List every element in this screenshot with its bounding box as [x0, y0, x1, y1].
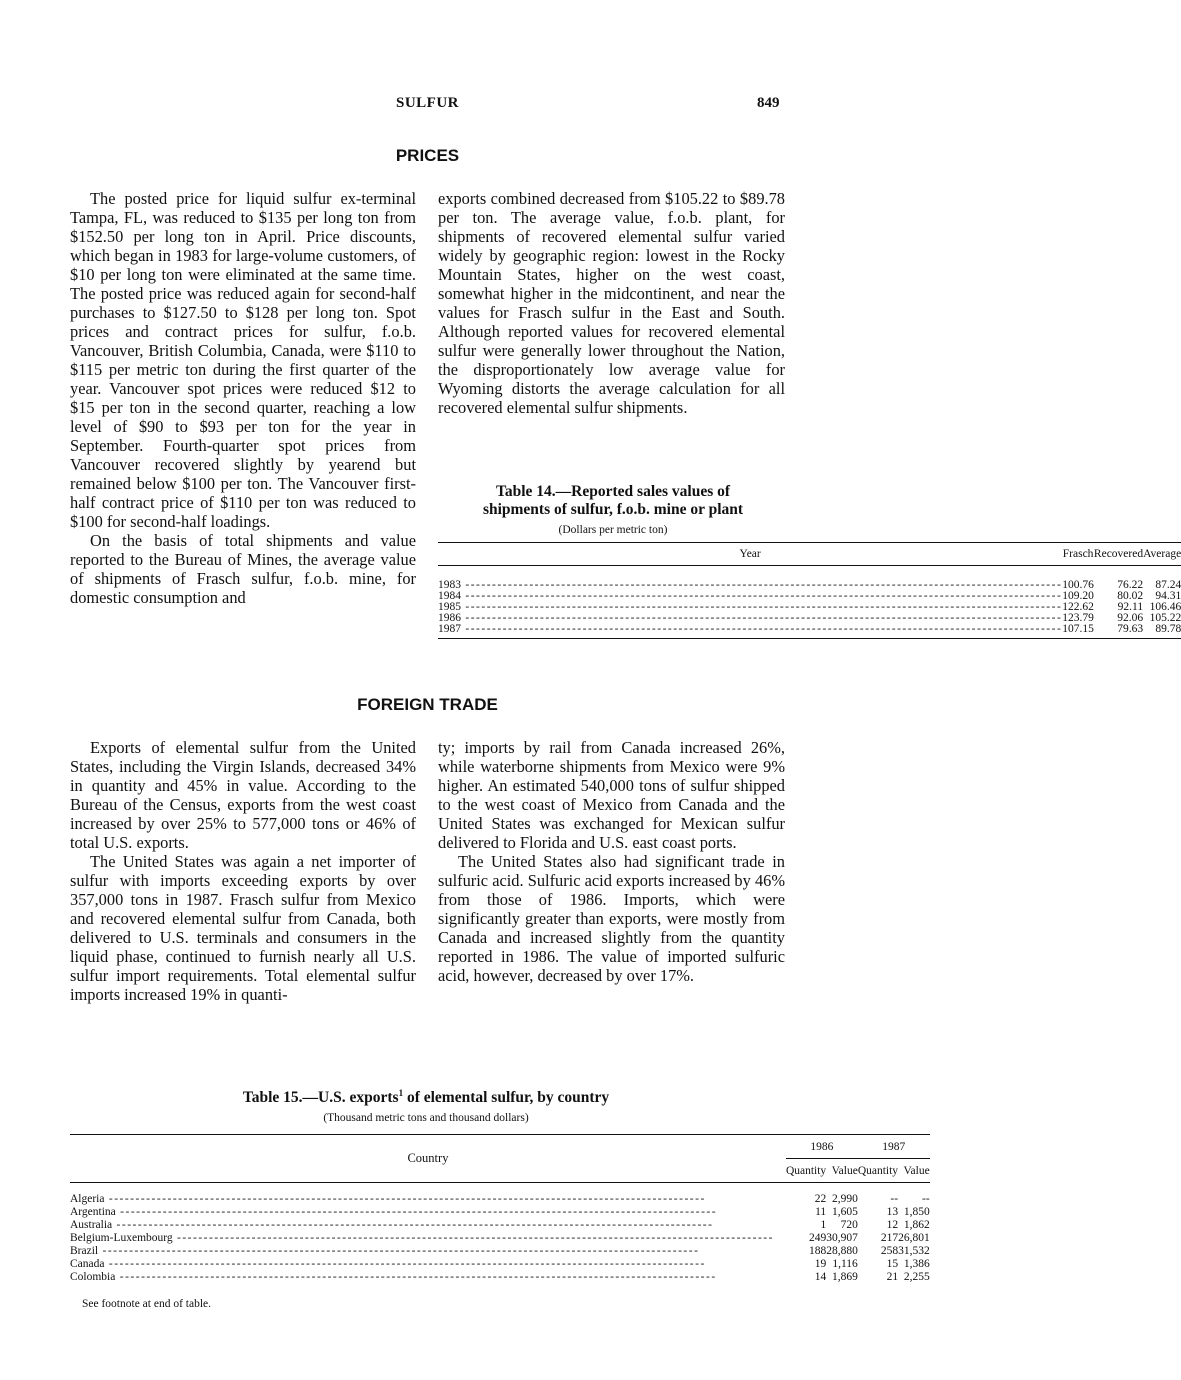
table-14-subtitle: (Dollars per metric ton) — [558, 524, 668, 536]
table-14-title-line-2: shipments of sulfur, f.o.b. mine or plant — [482, 501, 744, 518]
table-15-value-1987-cell: 1,862 — [903, 1218, 930, 1231]
table-15-quantity-1987-cell: 13 — [886, 1205, 899, 1218]
prices-right-column — [438, 189, 785, 417]
table-15-value-1987-cell: 26,801 — [898, 1231, 930, 1244]
section-heading-foreign-trade: FOREIGN TRADE — [357, 695, 498, 714]
foreign-trade-right-column — [438, 738, 785, 985]
table-14-frasch-cell: 122.62 — [1062, 600, 1094, 613]
table-15-value-1987-cell: 1,386 — [903, 1257, 930, 1270]
table-14-average-cell: 94.31 — [1155, 589, 1181, 602]
table-15-country-cell: Algeria ----- — [70, 1193, 786, 1206]
table-15-quantity-1987-cell: 217 — [880, 1231, 899, 1244]
running-header-title: SULFUR — [395, 95, 459, 111]
table-row — [438, 602, 1181, 613]
prices-left-column — [70, 189, 416, 607]
table-14-frasch-cell: 107.15 — [1062, 622, 1094, 635]
prices-paragraph-3: exports combined decreased from $105.22 to $89.78 per ton. The average value, f.o.b. plant, for shipments of recovered elemental sulfur varied widely by geographic region: lowest in the Rocky Mountain States, higher on the west coast, somewhat higher in the midcontinent, and near the values for Frasch sulfur in the East and South. Although reported values for recovered elemental sulfur were generally lower throughout the Nation, the disproportionately low average value for Wyoming distorts the average calculation for all recovered elemental sulfur shipments. — [438, 189, 785, 417]
table-14-grid — [438, 542, 1181, 639]
table-15-quantity-1987-cell: 15 — [886, 1257, 899, 1270]
table-14-title-line-1: Table 14.—Reported sales values of — [495, 483, 731, 500]
table-15-country-cell: Belgium-Luxembourg ----- — [70, 1232, 786, 1245]
section-heading-prices: PRICES — [395, 146, 460, 165]
table-14-recovered-cell: 76.22 — [1117, 578, 1144, 591]
table-row — [70, 1258, 930, 1271]
table-15-quantity-1986-cell: 1 — [820, 1218, 827, 1231]
table-15-quantity-1987-cell: 258 — [880, 1244, 899, 1257]
table-15 — [70, 1084, 930, 1310]
table-15-subtitle: (Thousand metric tons and thousand dollars) — [323, 1112, 529, 1125]
table-15-quantity-1986-cell: 11 — [815, 1205, 827, 1218]
table-15-title-main: Table 15.—U.S. exports — [242, 1089, 399, 1107]
table-14-header-recovered: Recovered — [1094, 543, 1143, 566]
table-14-recovered-cell: 92.11 — [1117, 600, 1144, 613]
table-row — [70, 1232, 930, 1245]
table-15-value-1986-cell: 28,880 — [826, 1244, 858, 1257]
prices-paragraph-1: The posted price for liquid sulfur ex-terminal Tampa, FL, was reduced to $135 per long ton from $152.50 per long ton in April. Price discounts, which began in 1983 for large-volume customers, of $10 per long ton were eliminated at the same time. The posted price was reduced again for second-half purchases to $127.50 to $128 per long ton. Spot prices and contract prices for sulfur, f.o.b. Vancouver, British Columbia, Canada, were $110 to $115 per metric ton during the first quarter of the year. Vancouver spot prices were reduced $12 to $15 per ton in the second quarter, reaching a low level of $90 to $93 per ton for the year in September. Fourth-quarter spot prices from Vancouver recovered slightly by yearend but remained below $100 per ton. The Vancouver first-half contract price of $110 per ton was reduced to $100 for second-half loadings. — [70, 189, 416, 531]
table-row — [438, 624, 1181, 639]
table-15-value-1986-cell: 720 — [840, 1218, 858, 1231]
table-14-year-cell: 1984 ----- — [438, 591, 1062, 602]
table-15-header-country: Country — [70, 1135, 786, 1183]
table-15-value-1987-cell: 31,532 — [898, 1244, 930, 1257]
table-15-value-1986-cell: 1,869 — [831, 1270, 858, 1283]
table-15-value-1986-cell: 2,990 — [831, 1192, 858, 1205]
table-14-frasch-cell: 109.20 — [1062, 589, 1094, 602]
table-15-quantity-1986-cell: 22 — [814, 1192, 827, 1205]
table-14-frasch-cell: 123.79 — [1062, 611, 1094, 624]
table-14-recovered-cell: 80.02 — [1117, 589, 1144, 602]
table-row — [70, 1271, 930, 1284]
table-15-header-value-1987: Value — [898, 1159, 930, 1183]
table-row — [70, 1193, 930, 1206]
foreign-trade-paragraph-3: ty; imports by rail from Canada increased 26%, while waterborne shipments from Mexico were 9% higher. An estimated 540,000 tons of sulfur shipped to the west coast of Mexico from Canada and the United States was exchanged for Mexican sulfur delivered to Florida and U.S. east coast ports. — [438, 738, 785, 852]
table-row — [70, 1219, 930, 1232]
table-15-header-row-years — [70, 1135, 930, 1159]
table-15-value-1987-cell: -- — [922, 1192, 930, 1205]
table-14-year-cell: 1983 ----- — [438, 580, 1062, 591]
table-15-country-cell: Argentina ----- — [70, 1206, 786, 1219]
table-14-frasch-cell: 100.76 — [1062, 578, 1094, 591]
table-14-year-cell: 1985 ----- — [438, 602, 1062, 613]
table-15-title-footnote-mark: 1 — [398, 1088, 404, 1098]
table-15-value-1986-cell: 30,907 — [826, 1231, 858, 1244]
foreign-trade-paragraph-1: Exports of elemental sulfur from the United States, including the Virgin Islands, decreased 34% in quantity and 45% in value. According to the Bureau of the Census, exports from the west coast increased by over 25% to 577,000 tons or 46% of total U.S. exports. — [70, 738, 416, 852]
table-row — [70, 1245, 930, 1258]
table-15-grid — [70, 1134, 930, 1284]
table-14-average-cell: 105.22 — [1149, 611, 1181, 624]
table-15-quantity-1987-cell: 12 — [886, 1218, 899, 1231]
table-15-country-cell: Brazil ----- — [70, 1245, 786, 1258]
table-15-header-quantity-1987: Quantity — [858, 1159, 898, 1183]
table-15-footnote: See footnote at end of table. — [82, 1297, 212, 1310]
table-14 — [438, 483, 1181, 639]
page-number: 849 — [757, 95, 780, 111]
table-14-recovered-cell: 92.06 — [1117, 611, 1144, 624]
table-14-header-year: Year — [438, 543, 1062, 566]
foreign-trade-left-column — [70, 738, 416, 1004]
table-14-recovered-cell: 79.63 — [1117, 622, 1144, 635]
table-15-quantity-1986-cell: 19 — [814, 1257, 827, 1270]
table-15-header-quantity-1986: Quantity — [786, 1159, 826, 1183]
table-15-value-1987-cell: 1,850 — [903, 1205, 930, 1218]
table-15-header-1986: 1986 — [786, 1135, 858, 1159]
table-15-quantity-1987-cell: -- — [890, 1192, 899, 1205]
table-15-quantity-1986-cell: 14 — [814, 1270, 827, 1283]
table-15-quantity-1986-cell: 249 — [808, 1231, 827, 1244]
foreign-trade-paragraph-4: The United States also had significant trade in sulfuric acid. Sulfuric acid exports increased by 46% from those of 1986. Imports, which were significantly greater than exports, were mostly from Canada and increased slightly from the quantity reported in 1986. The value of imported sulfuric acid, however, decreased by over 17%. — [438, 852, 785, 985]
prices-paragraph-2: On the basis of total shipments and value reported to the Bureau of Mines, the average value of shipments of Frasch sulfur, f.o.b. mine, for domestic consumption and — [70, 531, 416, 607]
table-15-value-1986-cell: 1,116 — [832, 1257, 858, 1270]
table-14-header-frasch: Frasch — [1062, 543, 1094, 566]
table-14-average-cell: 106.46 — [1149, 600, 1181, 613]
table-15-value-1987-cell: 2,255 — [903, 1270, 930, 1283]
table-14-average-cell: 87.24 — [1155, 578, 1181, 591]
table-15-header-1987: 1987 — [858, 1135, 930, 1159]
table-14-header-average: Average — [1143, 543, 1181, 566]
table-15-quantity-1987-cell: 21 — [886, 1270, 899, 1283]
table-15-country-cell: Australia ----- — [70, 1219, 786, 1232]
table-14-year-cell: 1987 ----- — [438, 624, 1062, 639]
table-15-value-1986-cell: 1,605 — [831, 1205, 858, 1218]
foreign-trade-paragraph-2: The United States was again a net importer of sulfur with imports exceeding exports by over 357,000 tons in 1987. Frasch sulfur from Mexico and recovered elemental sulfur from Canada, both delivered to U.S. terminals and consumers in the liquid phase, continued to furnish nearly all U.S. sulfur import requirements. Total elemental sulfur imports increased 19% in quanti- — [70, 852, 416, 1004]
table-14-year-cell: 1986 ----- — [438, 613, 1062, 624]
table-row — [438, 591, 1181, 602]
table-15-quantity-1986-cell: 188 — [808, 1244, 827, 1257]
table-15-country-cell: Colombia ----- — [70, 1271, 786, 1284]
table-row — [70, 1206, 930, 1219]
table-15-title-rest: of elemental sulfur, by country — [403, 1089, 610, 1107]
table-row — [438, 613, 1181, 624]
table-14-header-row — [438, 543, 1181, 566]
table-15-header-value-1986: Value — [826, 1159, 858, 1183]
table-row — [438, 580, 1181, 591]
table-14-average-cell: 89.78 — [1155, 622, 1181, 635]
table-15-title — [70, 1084, 782, 1107]
table-15-country-cell: Canada ----- — [70, 1258, 786, 1271]
